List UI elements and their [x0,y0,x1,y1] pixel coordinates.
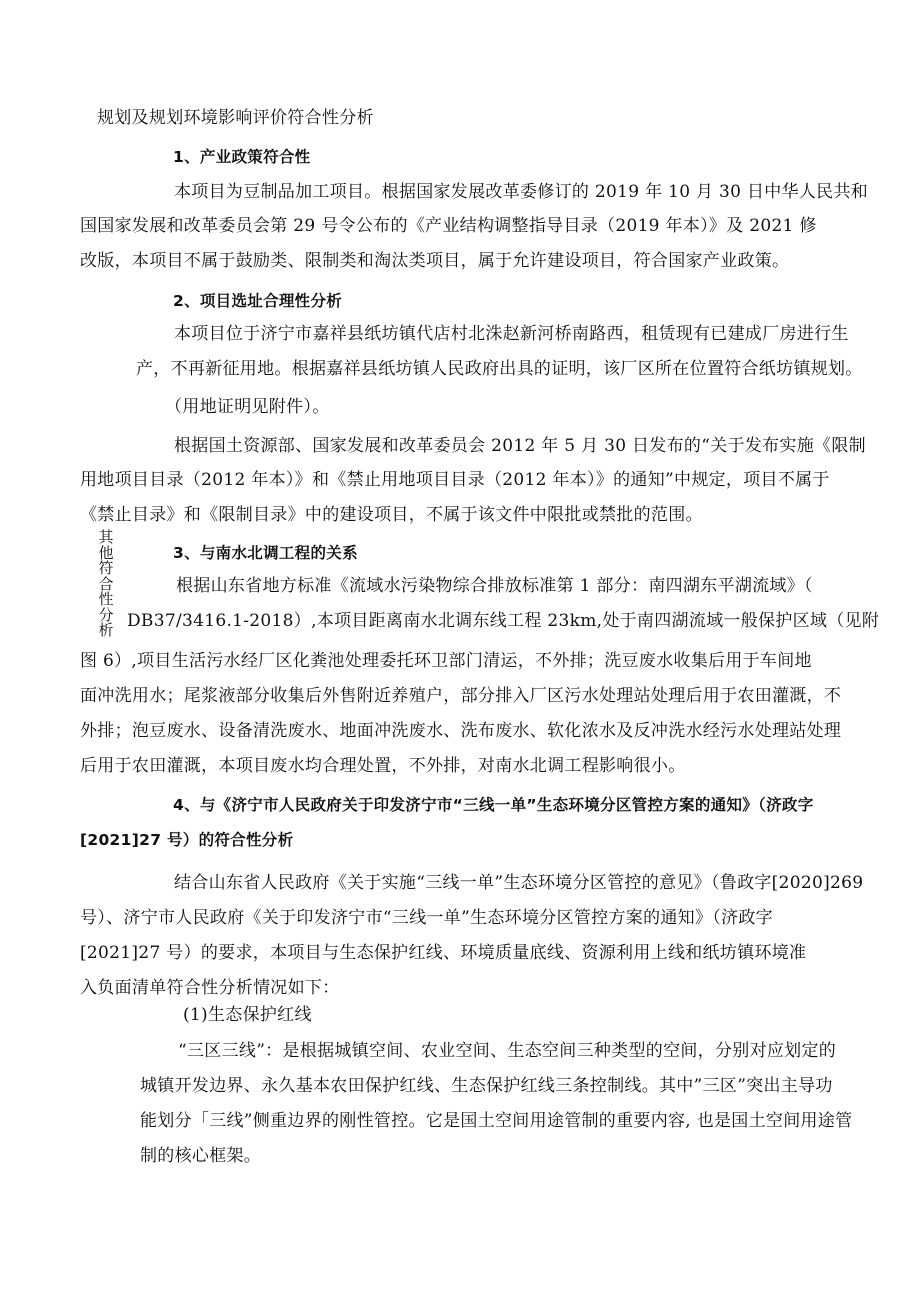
section3-line: 外排；泡豆废水、设备清洗废水、地面冲洗废水、洗布废水、软化浓水及反冲洗水经污水处理站处理 [80,721,842,741]
section3-heading: 3、与南水北调工程的关系 [173,544,358,562]
section2-para1-line: 本项目位于济宁市嘉祥县纸坊镇代店村北洙赵新河桥南路西，租赁现有已建成厂房进行生 [174,324,849,344]
section3-line: 面冲洗用水；尾浆液部分收集后外售附近养殖户，部分排入厂区污水处理站处理后用于农田灌溉，不 [80,686,842,706]
section4-line: 结合山东省人民政府《关于实施“三线一单”生态环境分区管控的意见》（鲁政字[2020]269 [174,873,864,893]
section1-line: 国国家发展和改革委员会第 29 号令公布的《产业结构调整指导目录（2019 年本）》及 2021 修 [80,216,817,236]
subsection-line: 能划分「三线”侧重边界的刚性管控。它是国土空间用途管制的重要内容, 也是国土空间用途管 [140,1111,853,1131]
subsection-heading: (1)生态保护红线 [183,1005,312,1025]
side-label-char: 他 [98,543,114,562]
section4-line: 入负面清单符合性分析情况如下： [80,978,340,998]
side-label-char: 性 [98,590,114,608]
section3-line: 后用于农田灌溉，本项目废水均合理处置，不外排，对南水北调工程影响很小。 [80,756,686,776]
subsection-line: 城镇开发边界、永久基本农田保护红线、生态保护红线三条控制线。其中”三区”突出主导功 [140,1076,833,1096]
side-label-char: 析 [98,621,114,639]
subsection-line: 制的核心框架。 [140,1146,262,1166]
side-label-char: 符 [98,559,114,577]
section4-heading: 4、与《济宁市人民政府关于印发济宁市“三线一单”生态环境分区管控方案的通知》（济政字 [173,796,814,814]
section2-para2-line: 根据国土资源部、国家发展和改革委员会 2012 年 5 月 30 日发布的“关于发布实施《限制 [174,436,866,456]
side-label-char: 分 [98,605,114,624]
section4-line: 号）、济宁市人民政府《关于印发济宁市“三线一单”生态环境分区管控方案的通知》（济政字 [80,908,773,928]
section4-heading-cont: [2021]27 号）的符合性分析 [80,831,294,849]
section3-line: 根据山东省地方标准《流域水污染物综合排放标准第 1 部分：南四湖东平湖流域》（ [176,576,813,596]
section3-line: DB37/3416.1-2018）,本项目距离南水北调东线工程 23km,处于南四湖流域一般保护区域（见附 [127,611,880,631]
side-label-char: 其 [98,528,114,546]
section2-para2-line: 《禁止目录》和《限制目录》中的建设项目，不属于该文件中限批或禁批的范围。 [80,505,703,525]
top-label: 规划及规划环境影响评价符合性分析 [97,108,374,128]
section1-heading: 1、产业政策符合性 [173,148,311,166]
section4-line: [2021]27 号）的要求，本项目与生态保护红线、环境质量底线、资源利用上线和纸坊镇环境准 [80,943,807,963]
section2-para1-line: （用地证明见附件）。 [165,397,330,417]
section2-heading: 2、项目选址合理性分析 [173,292,343,310]
subsection-line: “三区三线”：是根据城镇空间、农业空间、生态空间三种类型的空间，分别对应划定的 [178,1041,837,1061]
section1-line: 本项目为豆制品加工项目。根据国家发展改革委修订的 2019 年 10 月 30 日中华人民共和 [174,182,869,202]
side-label-char: 合 [98,574,114,593]
section2-para1-line: 产，不再新征用地。根据嘉祥县纸坊镇人民政府出具的证明，该厂区所在位置符合纸坊镇规划。 [136,359,863,379]
section3-line: 图 6）,项目生活污水经厂区化粪池处理委托环卫部门清运，不外排；洗豆废水收集后用于车间地 [80,651,812,671]
section1-line: 改版，本项目不属于鼓励类、限制类和淘汰类项目，属于允许建设项目，符合国家产业政策。 [80,251,790,271]
side-label-vertical [97,530,115,639]
section2-para2-line: 用地项目目录（2012 年本）》和《禁止用地项目目录（2012 年本）》的通知”中规定，项目不属于 [80,470,830,490]
